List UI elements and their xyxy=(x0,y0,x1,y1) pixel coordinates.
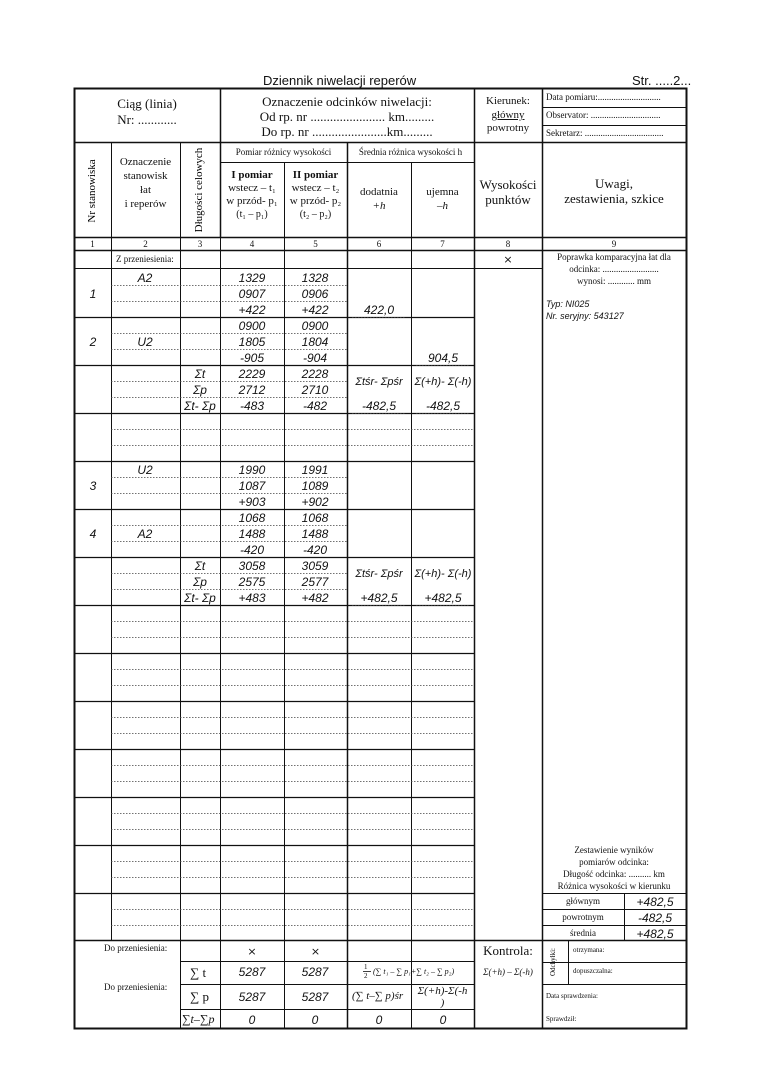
c5-value: 0906 xyxy=(301,287,329,301)
col5-header-l1: II pomiar xyxy=(292,169,339,181)
c5-total: 0 xyxy=(311,1013,319,1027)
zestawienie-line4: Różnica wysokości w kierunku xyxy=(557,881,671,891)
c7-value: +482,5 xyxy=(424,591,462,605)
c5-value: +482 xyxy=(301,591,329,605)
zestawienie-line1: Zestawienie wyników xyxy=(574,845,654,855)
c7-total: 0 xyxy=(439,1013,447,1027)
do-przeniesienia-label: Do przeniesienia: xyxy=(104,943,168,953)
col7-header-l1: ujemna xyxy=(426,186,459,198)
col6-header-l2: +h xyxy=(372,200,386,212)
c5-value: -904 xyxy=(302,351,328,365)
sum-p-label: ∑ p xyxy=(190,989,210,1004)
c5-value: 3059 xyxy=(301,559,329,573)
zestawienie-row-label: głównym xyxy=(565,896,600,906)
sprawdzil-label: Sprawdził: xyxy=(546,1015,577,1023)
srednia-group-header: Średnia różnica wysokości h xyxy=(358,147,463,157)
sum-label: Σt- Σp xyxy=(184,399,216,413)
c6-formula-label: Σtśr- Σpśr xyxy=(355,568,403,580)
col1-header: Nr stanowiska xyxy=(86,159,98,223)
c6-formula-label: Σtśr- Σpśr xyxy=(355,376,403,388)
kontrola-label: Kontrola: xyxy=(483,943,533,958)
kontrola-expression: Σ(+h) – Σ(-h) xyxy=(483,967,533,977)
c6-value: +482,5 xyxy=(360,591,398,605)
col8-header-l1: Wysokości xyxy=(479,177,537,192)
formula-numerator: 1 xyxy=(364,963,368,971)
kierunek-glowny: główny xyxy=(491,109,525,121)
c5-value: 1804 xyxy=(301,335,329,349)
odchylki-label: Odchyłki: xyxy=(549,948,557,976)
c4-value: 3058 xyxy=(238,559,266,573)
otrzymana-label: otrzymana: xyxy=(573,946,605,954)
c4-value: 1805 xyxy=(238,335,266,349)
obserwator-field: Observator: ............................... xyxy=(546,110,661,120)
c6-value: 422,0 xyxy=(363,303,395,317)
c4-value: 0907 xyxy=(238,287,266,301)
ciag-nr: Nr: ............ xyxy=(117,112,177,127)
c5-value: 0900 xyxy=(301,319,329,333)
cross-mark: × xyxy=(310,945,321,958)
zestawienie-line2: pomiarów odcinka: xyxy=(579,857,649,867)
c4-value: +422 xyxy=(238,303,266,317)
c4-total: 0 xyxy=(248,1013,256,1027)
station-nr: 2 xyxy=(89,335,97,349)
formula-h: Σ(+h)-Σ(-h xyxy=(417,985,468,997)
instrument-serial: Nr. seryjny: 543127 xyxy=(546,311,624,321)
c5-value: 1488 xyxy=(301,527,329,541)
zestawienie-row-value: -482,5 xyxy=(637,911,673,925)
col2-header-l4: i reperów xyxy=(124,198,167,210)
col-number: 5 xyxy=(313,239,318,249)
instrument-type: Typ: NI025 xyxy=(546,299,590,309)
station-nr: 1 xyxy=(89,287,97,301)
c5-value: 2577 xyxy=(301,575,329,589)
c5-value: 1991 xyxy=(301,463,329,477)
c4-value: +903 xyxy=(238,495,266,509)
zestawienie-row-label: powrotnym xyxy=(562,912,604,922)
station-nr: 3 xyxy=(89,479,97,493)
c5-value: 1328 xyxy=(301,271,329,285)
c4-value: 0900 xyxy=(238,319,266,333)
sum-label: Σt xyxy=(194,559,206,573)
poprawka-line2: odcinka: ......................... xyxy=(569,264,659,274)
c5-value: 2228 xyxy=(301,367,329,381)
c6-value: -482,5 xyxy=(361,399,397,413)
poprawka-line3: wynosi: ............ mm xyxy=(576,276,651,286)
c4-value: 1068 xyxy=(238,511,266,525)
col2-header-l1: Oznaczenie xyxy=(119,156,172,168)
z-przeniesienia-label: Z przeniesienia: xyxy=(116,254,174,264)
data-pomiaru-field: Data pomiaru:............................ xyxy=(546,92,661,102)
col8-header-l2: punktów xyxy=(485,192,531,207)
c5-value: -482 xyxy=(302,399,328,413)
col-number: 4 xyxy=(249,239,255,249)
data-sprawdzenia-label: Data sprawdzenia: xyxy=(546,992,598,1000)
formula-denominator: 2 xyxy=(364,972,368,980)
c4-total: 5287 xyxy=(238,990,266,1004)
station-mark: A2 xyxy=(137,527,153,541)
col2-header-l2: stanowisk xyxy=(123,170,168,182)
zestawienie-row-label: średnia xyxy=(570,928,596,938)
c4-value: 2575 xyxy=(238,575,266,589)
c5-value: 2710 xyxy=(301,383,329,397)
c4-value: -420 xyxy=(239,543,265,557)
col7-header-l2: –h xyxy=(437,200,448,212)
col9-header-l2: zestawienia, szkice xyxy=(564,191,664,206)
c4-value: 1087 xyxy=(238,479,266,493)
formula-sum: (∑ t₁ – ∑ p₁+∑ t₂ – ∑ p₂) xyxy=(373,967,455,976)
ciag-label: Ciąg (linia) xyxy=(117,96,177,111)
do-rp-field: Do rp. nr .......................km......... xyxy=(261,124,433,139)
c4-value: -483 xyxy=(239,399,265,413)
zestawienie-row-value: +482,5 xyxy=(636,895,674,909)
col5-header-l4: (t₂ – p₂) xyxy=(299,209,332,220)
col-number: 6 xyxy=(376,239,382,249)
cross-mark: × xyxy=(247,945,257,958)
kierunek-label: Kierunek: xyxy=(486,95,530,107)
col-number: 3 xyxy=(197,239,203,249)
sum-label: Σp xyxy=(193,383,207,397)
c4-value: 2712 xyxy=(238,383,266,397)
do-przeniesienia-label-2: Do przeniesienia: xyxy=(104,982,168,992)
c4-value: 1488 xyxy=(238,527,266,541)
col2-header-l3: łat xyxy=(140,184,151,196)
c5-value: 1068 xyxy=(301,511,329,525)
kierunek-powrotny: powrotny xyxy=(486,122,530,134)
sum-label: Σt xyxy=(194,367,206,381)
col4-header-l3: w przód- p₁ xyxy=(226,195,278,207)
col5-header-l3: w przód- p₂ xyxy=(289,195,342,207)
col9-header-l1: Uwagi, xyxy=(595,176,633,191)
formula-sr: (∑ t–∑ p)śr xyxy=(352,990,404,1002)
col4-header-l2: wstecz – t₁ xyxy=(228,182,276,194)
odcinki-title: Oznaczenie odcinków niwelacji: xyxy=(262,94,432,109)
col4-header-l4: (t₁ – p₁) xyxy=(236,209,268,220)
pomiar-group-header: Pomiar różnicy wysokości xyxy=(235,147,332,157)
c4-value: 1990 xyxy=(238,463,266,477)
poprawka-line1: Poprawka komparacyjna łat dla xyxy=(557,252,671,262)
col6-header-l1: dodatnia xyxy=(360,186,398,198)
sum-label: Σp xyxy=(193,575,207,589)
sum-tp-label: ∑t–∑p xyxy=(182,1012,215,1026)
col-number: 8 xyxy=(505,239,511,249)
col3-header: Długości celowych xyxy=(193,147,205,233)
c5-value: +902 xyxy=(301,495,329,509)
station-mark: A2 xyxy=(137,271,153,285)
col-number: 2 xyxy=(143,239,148,249)
dopuszczalna-label: dopuszczalna: xyxy=(573,967,613,975)
c4-total: 5287 xyxy=(238,965,266,979)
col-number: 7 xyxy=(440,239,445,249)
zestawienie-line3: Długość odcinka: .......... km xyxy=(563,869,665,879)
c7-formula-label: Σ(+h)- Σ(-h) xyxy=(414,568,472,580)
formula-h-closing: ) xyxy=(440,997,445,1009)
col-number: 9 xyxy=(611,239,617,249)
c4-value: 2229 xyxy=(238,367,266,381)
col4-header-l1: I pomiar xyxy=(231,169,273,181)
sekretarz-field: Sekretarz: ................................... xyxy=(546,128,664,138)
c5-value: +422 xyxy=(301,303,329,317)
c7-value: -482,5 xyxy=(425,399,461,413)
c4-value: -905 xyxy=(239,351,265,365)
sum-label: Σt- Σp xyxy=(184,591,216,605)
c6-total: 0 xyxy=(375,1013,383,1027)
c4-value: +483 xyxy=(238,591,266,605)
c5-total: 5287 xyxy=(301,965,329,979)
od-rp-field: Od rp. nr ....................... km......... xyxy=(259,109,435,124)
cross-mark: × xyxy=(503,253,513,266)
c5-total: 5287 xyxy=(301,990,329,1004)
c7-formula-label: Σ(+h)- Σ(-h) xyxy=(414,376,472,388)
c5-value: 1089 xyxy=(301,479,329,493)
col5-header-l2: wstecz – t₂ xyxy=(291,182,340,194)
zestawienie-row-value: +482,5 xyxy=(636,927,674,941)
sum-t-label: ∑ t xyxy=(190,965,207,980)
col-number: 1 xyxy=(90,239,95,249)
c7-value: 904,5 xyxy=(427,351,459,365)
c4-value: 1329 xyxy=(238,271,266,285)
page-number: Str. .....2... xyxy=(632,73,692,88)
c5-value: -420 xyxy=(302,543,328,557)
station-nr: 4 xyxy=(89,527,97,541)
station-mark: U2 xyxy=(137,335,153,349)
page-title: Dziennik niwelacji reperów xyxy=(263,73,417,88)
station-mark: U2 xyxy=(137,463,153,477)
